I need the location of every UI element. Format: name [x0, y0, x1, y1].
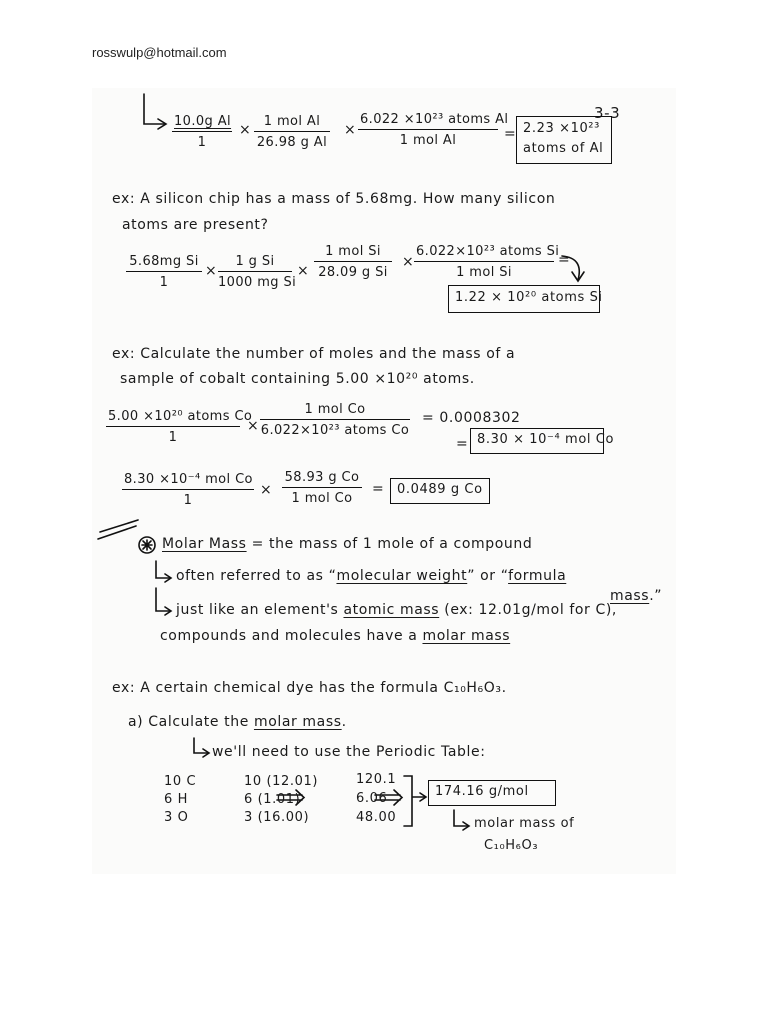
dye-example-intro: ex: A certain chemical dye has the formula C₁₀H₆O₃. — [112, 680, 507, 696]
co-fraction-2: 1 mol Co 6.022×10²³ atoms Co — [260, 402, 410, 438]
handwritten-notes-page — [92, 88, 676, 874]
equals-sign: = — [504, 126, 516, 142]
sub-arrow-icon — [156, 588, 170, 611]
dye-total-label-line2: C₁₀H₆O₃ — [484, 838, 539, 853]
si-fraction-3: 1 mol Si 28.09 g Si — [314, 244, 392, 280]
double-slash-marker-icon — [98, 520, 138, 539]
dye-row-calc: 3 (16.00) — [244, 810, 310, 825]
equals-sign: = — [558, 252, 570, 268]
si-fraction-4: 6.022×10²³ atoms Si 1 mol Si — [416, 244, 560, 280]
multiply-sign: × — [205, 263, 217, 279]
dye-row-atoms: 6 H — [164, 792, 188, 807]
molar-mass-definition: Molar Mass = the mass of 1 mole of a compound — [162, 536, 533, 552]
dye-row-atoms: 10 C — [164, 774, 197, 789]
multiply-sign: × — [239, 122, 251, 138]
cobalt-question-line1: ex: Calculate the number of moles and the mass of a — [112, 346, 516, 362]
multiply-sign: × — [247, 418, 259, 434]
molar-mass-aka-mass: mass.” — [610, 588, 663, 604]
molar-mass-compounds: compounds and molecules have a molar mass — [160, 628, 511, 644]
cobalt-moles-raw: = 0.0008302 — [422, 410, 521, 426]
si-fraction-2: $\frac{\text{1 g Si}}{\text{1000 mg Si}}$ — [218, 254, 297, 290]
multiply-sign: × — [260, 482, 272, 498]
dye-row-value: 6.06 — [356, 791, 388, 806]
multiply-sign: × — [297, 263, 309, 279]
page-number: 3-3 — [594, 104, 621, 122]
si-fraction-1: $\frac{\text{5.68mg Si}}{1}$ — [126, 254, 202, 290]
co-fraction-1: 5.00 ×10²⁰ atoms Co 1 — [108, 409, 253, 445]
molar-mass-aka: often referred to as “molecular weight” or “formula — [176, 568, 567, 584]
continuation-arrow-icon — [144, 94, 164, 124]
al-fraction-2: 1 mol Al 26.98 g Al — [254, 114, 330, 150]
bracket-icon — [404, 776, 425, 826]
al-fraction-1: $\frac{\text{10.0g Al}}{1}$ — [174, 114, 232, 150]
cobalt-mass-result-box: 0.0489 g Co — [390, 478, 490, 504]
dye-row-value: 48.00 — [356, 810, 397, 825]
molar-mass-analogy: just like an element's atomic mass (ex: 12.01g/mol for C), — [176, 602, 617, 618]
silicon-question-line2: atoms are present? — [122, 217, 269, 233]
co-fraction-4: 58.93 g Co 1 mol Co — [282, 470, 362, 506]
dye-part-a: a) Calculate the molar mass. — [128, 714, 347, 730]
multiply-sign: × — [344, 122, 356, 138]
co-fraction-3: 8.30 ×10⁻⁴ mol Co 1 — [124, 472, 253, 508]
dye-row-calc: 10 (12.01) — [244, 774, 319, 789]
dye-total-box: 174.16 g/mol — [428, 780, 556, 806]
al-result-box: 2.23 ×10²³ atoms of Al — [516, 116, 612, 164]
dye-total-label-line1: molar mass of — [474, 816, 575, 831]
silicon-question-line1: ex: A silicon chip has a mass of 5.68mg. How many silicon — [112, 191, 556, 207]
al-fraction-3: 6.022 ×10²³ atoms Al 1 mol Al — [360, 112, 509, 148]
dye-row-atoms: 3 O — [164, 810, 189, 825]
dye-row-calc: 6 (1.01) — [244, 792, 301, 807]
dye-note: we'll need to use the Periodic Table: — [212, 744, 486, 760]
header-email: rosswulp@hotmail.com — [92, 45, 227, 60]
cobalt-moles-result-box: 8.30 × 10⁻⁴ mol Co — [470, 428, 604, 454]
dye-row-value: 120.1 — [356, 772, 397, 787]
cobalt-question-line2: sample of cobalt containing 5.00 ×10²⁰ atoms. — [120, 371, 475, 387]
equals-sign: = — [456, 436, 468, 452]
si-result-box: 1.22 × 10²⁰ atoms Si — [448, 285, 600, 313]
multiply-sign: × — [402, 254, 414, 270]
equals-sign: = — [372, 481, 384, 497]
